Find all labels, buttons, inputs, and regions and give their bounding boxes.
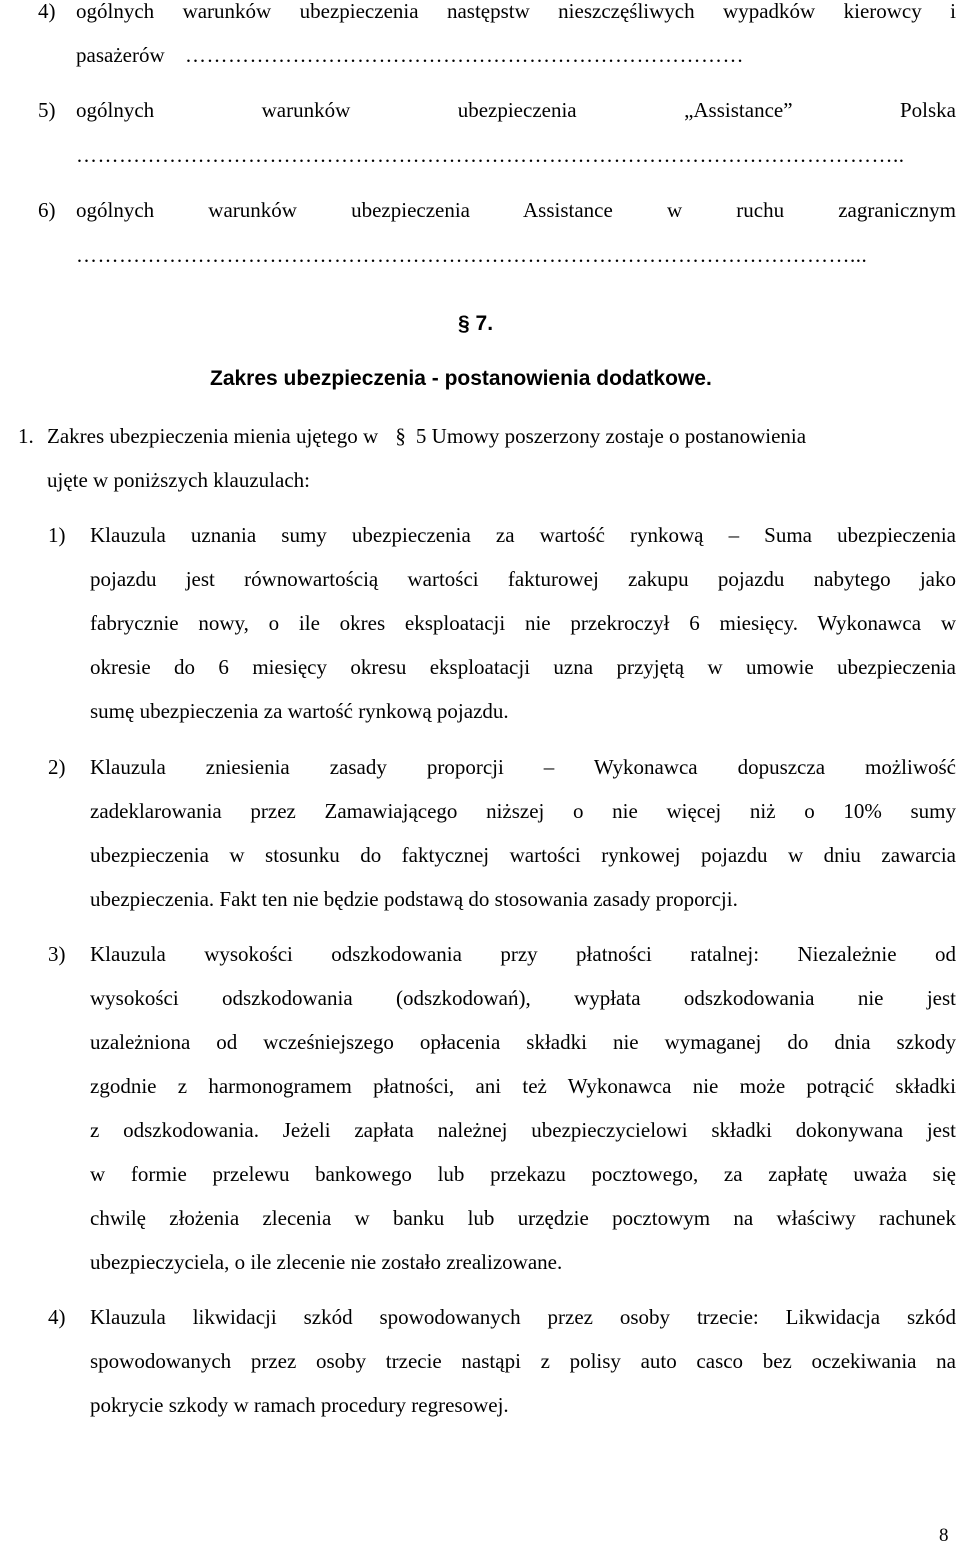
clause-line: sumę ubezpieczenia za wartość rynkową pojazdu. — [90, 699, 509, 723]
clause-number: 3) — [48, 942, 66, 966]
list-item-number: 4) — [38, 0, 56, 23]
clause-line: Klauzula uznania sumy ubezpieczenia za wartość rynkową – Suma ubezpieczenia — [90, 523, 956, 547]
clause-line: ubezpieczenia. Fakt ten nie będzie podstawą do stosowania zasady proporcji. — [90, 887, 738, 911]
list-item-text: ogólnych warunków ubezpieczenia następstw nieszczęśliwych wypadków kierowcy i — [76, 0, 956, 23]
clause-line: ubezpieczenia w stosunku do faktycznej wartości rynkowej pojazdu w dniu zawarcia — [90, 843, 956, 867]
list-item-text: pasażerów — [76, 43, 165, 67]
clause-line: w formie przelewu bankowego lub przekazu pocztowego, za zapłatę uważa się — [90, 1162, 956, 1186]
paragraph-number: 1. — [18, 424, 34, 448]
clause-line: pokrycie szkody w ramach procedury regresowej. — [90, 1393, 509, 1417]
list-item-number: 6) — [38, 198, 56, 222]
section-title: Zakres ubezpieczenia - postanowienia dodatkowe. — [210, 367, 712, 390]
list-item-text: ogólnych warunków ubezpieczenia „Assistance” Polska — [76, 98, 956, 122]
paragraph-text: ujęte w poniższych klauzulach: — [47, 468, 310, 492]
clause-line: zgodnie z harmonogramem płatności, ani też Wykonawca nie może potrącić składki — [90, 1074, 956, 1098]
paragraph-text-part: Zakres ubezpieczenia mienia ujętego w — [47, 424, 379, 448]
dot-leader: …………………………………………………………………………………………………….. — [76, 143, 905, 167]
clause-line: uzależniona od wcześniejszego opłacenia składki nie wymaganej do dnia szkody — [90, 1030, 956, 1054]
clause-line: spowodowanych przez osoby trzecie nastąpi z polisy auto casco bez oczekiwania na — [90, 1349, 956, 1373]
clause-number: 2) — [48, 755, 66, 779]
clause-line: pojazdu jest równowartością wartości fakturowej zakupu pojazdu nabytego jako — [90, 567, 956, 591]
section-heading-number — [458, 312, 493, 336]
paragraph-text — [47, 424, 806, 449]
dot-leader: …………………………………………………………………… — [185, 43, 744, 67]
clause-number: 1) — [48, 523, 66, 547]
page-number: 8 — [939, 1525, 949, 1546]
clause-line: chwilę złożenia zlecenia w banku lub urzędzie pocztowym na właściwy rachunek — [90, 1206, 956, 1230]
clause-line: fabrycznie nowy, o ile okres eksploatacji nie przekroczył 6 miesięcy. Wykonawca w — [90, 611, 956, 635]
section-symbol: § — [458, 312, 470, 335]
clause-line: okresie do 6 miesięcy okresu eksploatacji uzna przyjętą w umowie ubezpieczenia — [90, 655, 956, 679]
clause-line: ubezpieczyciela, o ile zlecenie nie zostało zrealizowane. — [90, 1250, 563, 1274]
clause-number: 4) — [48, 1305, 66, 1329]
clause-line: z odszkodowania. Jeżeli zapłata należnej ubezpieczycielowi składki dokonywana jest — [90, 1118, 956, 1142]
section-symbol: § — [395, 424, 406, 448]
clause-line: zadeklarowania przez Zamawiającego niższej o nie więcej niż o 10% sumy — [90, 799, 956, 823]
list-item-text: ogólnych warunków ubezpieczenia Assistance w ruchu zagranicznym — [76, 198, 956, 222]
dot-leader: ………………………………………………………………………………………………... — [76, 243, 868, 267]
paragraph-text-part: 5 Umowy poszerzony zostaje o postanowienia — [415, 424, 807, 448]
clause-line: Klauzula zniesienia zasady proporcji – Wykonawca dopuszcza możliwość — [90, 755, 956, 779]
clause-line: Klauzula wysokości odszkodowania przy płatności ratalnej: Niezależnie od — [90, 942, 956, 966]
clause-line: wysokości odszkodowania (odszkodowań), wypłata odszkodowania nie jest — [90, 986, 956, 1010]
section-number: 7. — [475, 312, 494, 335]
clause-line: Klauzula likwidacji szkód spowodowanych przez osoby trzecie: Likwidacja szkód — [90, 1305, 956, 1329]
list-item-number: 5) — [38, 98, 56, 122]
